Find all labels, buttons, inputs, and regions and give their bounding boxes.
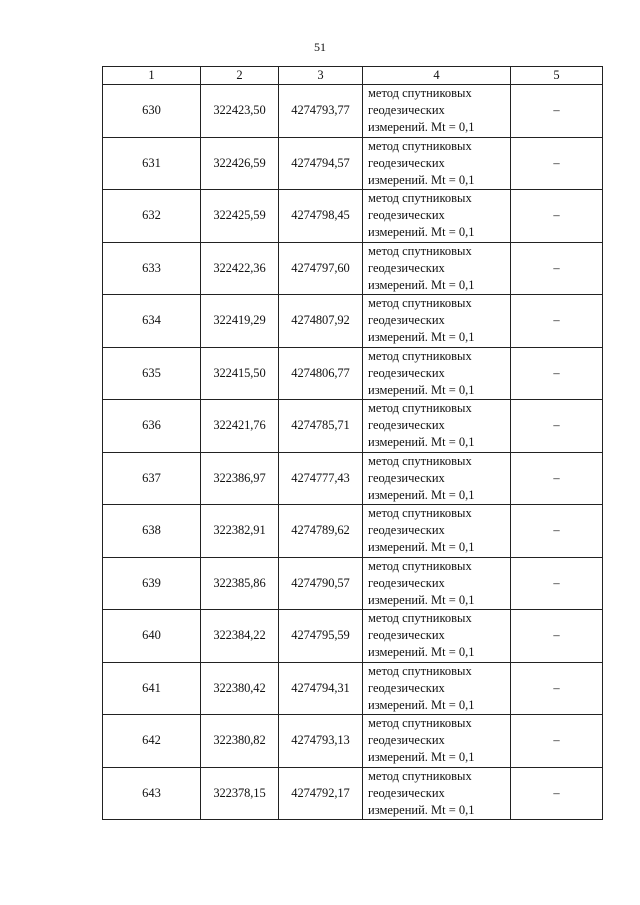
table-row [103, 452, 603, 505]
table-body [103, 85, 603, 820]
table-row [103, 767, 603, 820]
method-line-3: измерений. Mt = 0,1 [368, 540, 475, 555]
method-line-3: измерений. Mt = 0,1 [368, 645, 475, 660]
point-number-cell: 635 [103, 347, 201, 400]
x-coordinate-cell: 322384,22 [201, 610, 279, 663]
point-number-cell: 643 [103, 767, 201, 820]
x-coordinate-cell: 322385,86 [201, 557, 279, 610]
y-coordinate-cell: 4274806,77 [279, 347, 363, 400]
table-row [103, 505, 603, 558]
y-coordinate-cell: 4274795,59 [279, 610, 363, 663]
point-number-cell: 630 [103, 85, 201, 138]
table-row [103, 85, 603, 138]
method-cell [363, 400, 511, 453]
table-row [103, 242, 603, 295]
description-dash-cell: – [511, 715, 603, 768]
x-coordinate-cell: 322380,42 [201, 662, 279, 715]
point-number-cell: 632 [103, 190, 201, 243]
x-coordinate-cell: 322421,76 [201, 400, 279, 453]
method-line-3: измерений. Mt = 0,1 [368, 277, 475, 292]
table-row [103, 715, 603, 768]
x-coordinate-cell: 322425,59 [201, 190, 279, 243]
y-coordinate-cell: 4274793,13 [279, 715, 363, 768]
y-coordinate-cell: 4274794,57 [279, 137, 363, 190]
y-coordinate-cell: 4274785,71 [279, 400, 363, 453]
header-col-5: 5 [511, 67, 603, 85]
method-line-2: геодезических [368, 575, 445, 590]
description-dash-cell: – [511, 137, 603, 190]
y-coordinate-cell: 4274794,31 [279, 662, 363, 715]
method-cell [363, 452, 511, 505]
method-line-2: геодезических [368, 155, 445, 170]
method-cell [363, 347, 511, 400]
table-row [103, 295, 603, 348]
method-line-3: измерений. Mt = 0,1 [368, 697, 475, 712]
method-line-1: метод спутниковых [368, 453, 472, 468]
method-cell [363, 242, 511, 295]
table-header-row [103, 67, 603, 85]
method-cell [363, 610, 511, 663]
x-coordinate-cell: 322386,97 [201, 452, 279, 505]
point-number-cell: 631 [103, 137, 201, 190]
method-line-3: измерений. Mt = 0,1 [368, 120, 475, 135]
point-number-cell: 639 [103, 557, 201, 610]
method-line-3: измерений. Mt = 0,1 [368, 802, 475, 817]
description-dash-cell: – [511, 347, 603, 400]
point-number-cell: 634 [103, 295, 201, 348]
method-line-2: геодезических [368, 365, 445, 380]
x-coordinate-cell: 322426,59 [201, 137, 279, 190]
description-dash-cell: – [511, 662, 603, 715]
method-line-1: метод спутниковых [368, 348, 472, 363]
x-coordinate-cell: 322380,82 [201, 715, 279, 768]
method-line-1: метод спутниковых [368, 401, 472, 416]
description-dash-cell: – [511, 85, 603, 138]
table-row [103, 662, 603, 715]
method-line-1: метод спутниковых [368, 611, 472, 626]
table-row [103, 557, 603, 610]
method-line-1: метод спутниковых [368, 768, 472, 783]
page-number: 51 [314, 40, 326, 54]
coordinates-table [102, 66, 603, 820]
method-line-2: геодезических [368, 208, 445, 223]
description-dash-cell: – [511, 505, 603, 558]
method-line-3: измерений. Mt = 0,1 [368, 172, 475, 187]
method-cell [363, 190, 511, 243]
header-col-2: 2 [201, 67, 279, 85]
method-line-1: метод спутниковых [368, 243, 472, 258]
description-dash-cell: – [511, 767, 603, 820]
header-col-1: 1 [103, 67, 201, 85]
point-number-cell: 636 [103, 400, 201, 453]
description-dash-cell: – [511, 610, 603, 663]
table-row [103, 400, 603, 453]
description-dash-cell: – [511, 295, 603, 348]
y-coordinate-cell: 4274777,43 [279, 452, 363, 505]
method-cell [363, 557, 511, 610]
method-line-2: геодезических [368, 733, 445, 748]
method-line-3: измерений. Mt = 0,1 [368, 487, 475, 502]
method-line-3: измерений. Mt = 0,1 [368, 750, 475, 765]
y-coordinate-cell: 4274790,57 [279, 557, 363, 610]
method-line-1: метод спутниковых [368, 296, 472, 311]
y-coordinate-cell: 4274789,62 [279, 505, 363, 558]
description-dash-cell: – [511, 400, 603, 453]
method-line-1: метод спутниковых [368, 716, 472, 731]
method-line-2: геодезических [368, 103, 445, 118]
description-dash-cell: – [511, 242, 603, 295]
method-line-2: геодезических [368, 785, 445, 800]
table-row [103, 610, 603, 663]
table-row [103, 137, 603, 190]
method-cell [363, 295, 511, 348]
description-dash-cell: – [511, 557, 603, 610]
method-line-3: измерений. Mt = 0,1 [368, 592, 475, 607]
description-dash-cell: – [511, 452, 603, 505]
method-cell [363, 767, 511, 820]
method-line-1: метод спутниковых [368, 86, 472, 101]
method-cell [363, 715, 511, 768]
method-line-1: метод спутниковых [368, 558, 472, 573]
method-line-1: метод спутниковых [368, 506, 472, 521]
method-line-1: метод спутниковых [368, 138, 472, 153]
method-cell [363, 505, 511, 558]
y-coordinate-cell: 4274793,77 [279, 85, 363, 138]
method-line-2: геодезических [368, 628, 445, 643]
point-number-cell: 640 [103, 610, 201, 663]
x-coordinate-cell: 322382,91 [201, 505, 279, 558]
method-cell [363, 662, 511, 715]
method-line-2: геодезических [368, 260, 445, 275]
method-line-2: геодезических [368, 418, 445, 433]
x-coordinate-cell: 322422,36 [201, 242, 279, 295]
method-line-1: метод спутниковых [368, 663, 472, 678]
method-line-2: геодезических [368, 680, 445, 695]
x-coordinate-cell: 322378,15 [201, 767, 279, 820]
x-coordinate-cell: 322419,29 [201, 295, 279, 348]
point-number-cell: 633 [103, 242, 201, 295]
method-line-2: геодезических [368, 523, 445, 538]
header-col-4: 4 [363, 67, 511, 85]
header-col-3: 3 [279, 67, 363, 85]
y-coordinate-cell: 4274798,45 [279, 190, 363, 243]
y-coordinate-cell: 4274797,60 [279, 242, 363, 295]
method-cell [363, 137, 511, 190]
method-line-3: измерений. Mt = 0,1 [368, 225, 475, 240]
x-coordinate-cell: 322423,50 [201, 85, 279, 138]
table-row [103, 347, 603, 400]
point-number-cell: 641 [103, 662, 201, 715]
point-number-cell: 638 [103, 505, 201, 558]
y-coordinate-cell: 4274807,92 [279, 295, 363, 348]
table-row [103, 190, 603, 243]
y-coordinate-cell: 4274792,17 [279, 767, 363, 820]
method-line-3: измерений. Mt = 0,1 [368, 435, 475, 450]
method-line-3: измерений. Mt = 0,1 [368, 382, 475, 397]
point-number-cell: 642 [103, 715, 201, 768]
description-dash-cell: – [511, 190, 603, 243]
method-line-2: геодезических [368, 470, 445, 485]
method-line-1: метод спутниковых [368, 191, 472, 206]
method-line-2: геодезических [368, 313, 445, 328]
method-cell [363, 85, 511, 138]
x-coordinate-cell: 322415,50 [201, 347, 279, 400]
point-number-cell: 637 [103, 452, 201, 505]
method-line-3: измерений. Mt = 0,1 [368, 330, 475, 345]
